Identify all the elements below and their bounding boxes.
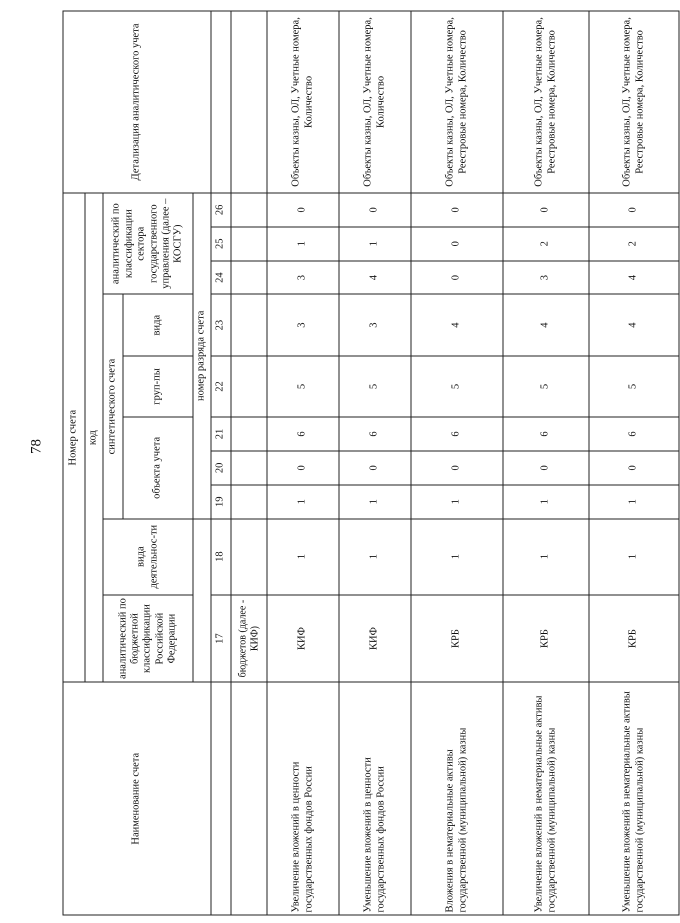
header-account-number: Номер счета: [63, 193, 85, 683]
header-synthetic: синтетического счета: [103, 294, 123, 518]
cell-23: 3: [339, 294, 411, 355]
cell-24: 4: [589, 261, 679, 295]
cell-26: 0: [411, 193, 503, 227]
row-detail: Объекты казны, ОЛ, Учетные номера, Количество: [267, 11, 339, 193]
table-row: [503, 11, 589, 915]
header-object: объекта учета: [123, 417, 193, 518]
row-detail: Объекты казны, ОЛ, Учетные номера, Реестровые номера, Количество: [503, 11, 589, 193]
header-group: груп-пы: [123, 356, 193, 417]
header-activity-type: вида деятельнос-ти: [103, 519, 193, 595]
cell-20: 0: [503, 451, 589, 485]
rotated-table-wrapper: [63, 11, 645, 916]
cell-22: 5: [503, 356, 589, 417]
cell-20: 0: [411, 451, 503, 485]
header-code: код: [85, 193, 103, 683]
row-detail: Объекты казны, ОЛ, Учетные номера, Реестровые номера, Количество: [411, 11, 503, 193]
cell-17: КИФ: [267, 595, 339, 683]
cell-21: 6: [503, 417, 589, 451]
digits-row: [211, 11, 231, 915]
cell-17: КРБ: [589, 595, 679, 683]
cell-18: 1: [339, 519, 411, 595]
cell-22: 5: [589, 356, 679, 417]
cell-22: 5: [267, 356, 339, 417]
cell-21: 6: [589, 417, 679, 451]
digit-23: 23: [211, 294, 231, 355]
accounts-table: [63, 11, 680, 916]
cell-18: 1: [411, 519, 503, 595]
cell-19: 1: [267, 485, 339, 519]
digit-17: 17: [211, 595, 231, 683]
budgets-note: бюджетов (далее - КИФ): [231, 595, 267, 683]
cell-26: 0: [589, 193, 679, 227]
header-kind: вида: [123, 294, 193, 355]
cell-25: 0: [411, 227, 503, 261]
page-number: 78: [28, 439, 45, 454]
cell-17: КИФ: [339, 595, 411, 683]
cell-22: 5: [339, 356, 411, 417]
cell-25: 2: [589, 227, 679, 261]
row-name: Увеличение вложений в нематериальные активы государственной (муниципальной) казны: [503, 682, 589, 915]
cell-24: 3: [267, 261, 339, 295]
cell-19: 1: [411, 485, 503, 519]
table-row: [411, 11, 503, 915]
cell-23: 4: [503, 294, 589, 355]
row-name: Увеличение вложений в ценности государственных фондов России: [267, 682, 339, 915]
table-row: [267, 11, 339, 915]
cell-19: 1: [589, 485, 679, 519]
cell-17: КРБ: [503, 595, 589, 683]
table-row: [589, 11, 679, 915]
cell-21: 6: [411, 417, 503, 451]
header-analytic-kosgu: аналитический по классификации сектора государственного управления (далее – КОСГУ): [103, 193, 193, 295]
cell-20: 0: [339, 451, 411, 485]
header-analytic-budget: аналитический по бюджетной классификации Российской Федерации: [103, 595, 193, 683]
row-name: Вложения в нематериальные активы государственной (муниципальной) казны: [411, 682, 503, 915]
cell-24: 3: [503, 261, 589, 295]
digit-25: 25: [211, 227, 231, 261]
cell-18: 1: [503, 519, 589, 595]
row-name: Уменьшение вложений в ценности государственных фондов России: [339, 682, 411, 915]
cell-23: 4: [589, 294, 679, 355]
cell-25: 1: [267, 227, 339, 261]
digit-22: 22: [211, 356, 231, 417]
digit-21: 21: [211, 417, 231, 451]
cell-17: КРБ: [411, 595, 503, 683]
header-digit-number: номер разряда счета: [193, 193, 211, 519]
digit-20: 20: [211, 451, 231, 485]
cell-21: 6: [267, 417, 339, 451]
row-detail: Объекты казны, ОЛ, Учетные номера, Количество: [339, 11, 411, 193]
row-name: Уменьшение вложений в нематериальные активы государственной (муниципальной) казны: [589, 682, 679, 915]
digit-26: 26: [211, 193, 231, 227]
cell-20: 0: [267, 451, 339, 485]
digit-19: 19: [211, 485, 231, 519]
table-row: [339, 11, 411, 915]
cell-26: 0: [339, 193, 411, 227]
cell-22: 5: [411, 356, 503, 417]
cell-26: 0: [267, 193, 339, 227]
cell-19: 1: [339, 485, 411, 519]
cell-25: 2: [503, 227, 589, 261]
cell-24: 4: [339, 261, 411, 295]
cell-23: 4: [411, 294, 503, 355]
cell-19: 1: [503, 485, 589, 519]
cell-24: 0: [411, 261, 503, 295]
cell-25: 1: [339, 227, 411, 261]
cell-18: 1: [589, 519, 679, 595]
cell-21: 6: [339, 417, 411, 451]
cell-26: 0: [503, 193, 589, 227]
row-detail: Объекты казны, ОЛ, Учетные номера, Реестровые номера, Количество: [589, 11, 679, 193]
cell-23: 3: [267, 294, 339, 355]
cell-18: 1: [267, 519, 339, 595]
cell-20: 0: [589, 451, 679, 485]
digit-24: 24: [211, 261, 231, 295]
digit-18: 18: [211, 519, 231, 595]
header-account-name: Наименование счета: [63, 682, 211, 915]
header-detail: Детализация аналитического учета: [63, 11, 211, 193]
